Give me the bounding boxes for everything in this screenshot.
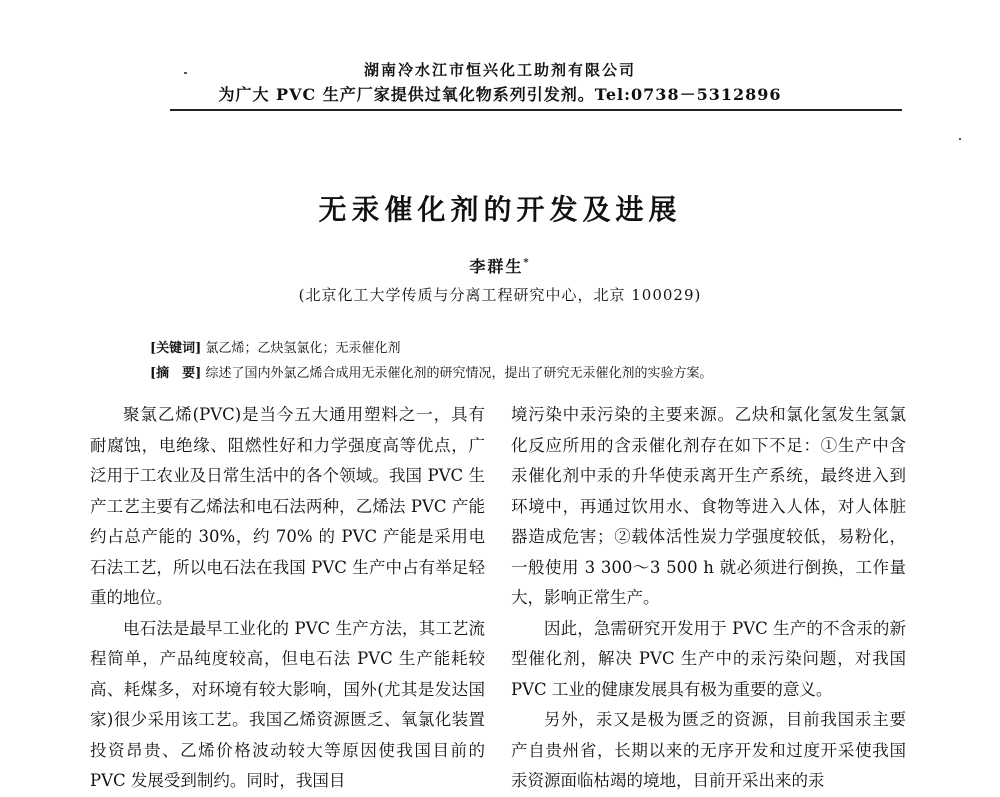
scan-speck bbox=[959, 138, 961, 140]
body-paragraph: 另外，汞又是极为匮乏的资源，目前我国汞主要产自贵州省，长期以来的无序开发和过度开采使我国汞资源面临枯竭的境地，目前开采出来的汞 bbox=[511, 710, 906, 790]
keywords-label: [关键词] bbox=[150, 341, 202, 356]
keywords-line bbox=[150, 337, 400, 356]
keywords-text: 氯乙烯；乙炔氢氯化；无汞催化剂 bbox=[205, 341, 401, 356]
body-column-right bbox=[511, 400, 906, 797]
author-footnote-mark: * bbox=[523, 257, 531, 269]
abstract-text: 综述了国内外氯乙烯合成用无汞催化剂的研究情况，提出了研究无汞催化剂的实验方案。 bbox=[205, 366, 713, 381]
abstract-line bbox=[150, 362, 712, 381]
body-paragraph: 因此，急需研究开发用于 PVC 生产的不含汞的新型催化剂，解决 PVC 生产中的汞污染问题，对我国 PVC 工业的健康发展具有极为重要的意义。 bbox=[511, 618, 906, 699]
author-name: 李群生 bbox=[469, 257, 524, 276]
header-rule bbox=[170, 109, 902, 111]
article-affiliation: (北京化工大学传质与分离工程研究中心，北京 100029) bbox=[298, 286, 702, 304]
header-company: 湖南冷水江市恒兴化工助剂有限公司 bbox=[363, 61, 636, 79]
body-column-left bbox=[90, 400, 485, 797]
article-author bbox=[0, 254, 1000, 277]
body-paragraph: 境污染中汞污染的主要来源。乙炔和氯化氢发生氢氯化反应所用的含汞催化剂存在如下不足：①生产中含汞催化剂中汞的升华使汞离开生产系统，最终进入到环境中，再通过饮用水、食物等进入人体，对人体脏器造成危害；②载体活性炭力学强度较低，易粉化，一般使用 3 300～3 500 h 就必须进行倒换，工作量大，影响正常生产。 bbox=[511, 405, 906, 607]
header-slogan: 为广大 PVC 生产厂家提供过氧化物系列引发剂。Tel:0738－5312896 bbox=[218, 85, 782, 104]
article-title: 无汞催化剂的开发及进展 bbox=[318, 193, 682, 226]
body-paragraph: 聚氯乙烯(PVC)是当今五大通用塑料之一，具有耐腐蚀，电绝缘、阻燃性好和力学强度高等优点，广泛用于工农业及日常生活中的各个领域。我国 PVC 生产工艺主要有乙烯法和电石法两种，乙烯法 PVC 产能约占总产能的 30%，约 70% 的 PVC 产能是采用电石法工艺，所以电石法在我国 PVC 生产中占有举足轻重的地位。 bbox=[90, 405, 485, 607]
body-paragraph: 电石法是最早工业化的 PVC 生产方法，其工艺流程简单，产品纯度较高，但电石法 PVC 生产能耗较高、耗煤多，对环境有较大影响，国外(尤其是发达国家)很少采用该工艺。我国乙烯资源匮乏、氧氯化装置投资昂贵、乙烯价格波动较大等原因使我国目前的 PVC 发展受到制约。同时，我国目 bbox=[90, 618, 485, 790]
abstract-label: [摘 要] bbox=[150, 366, 202, 381]
